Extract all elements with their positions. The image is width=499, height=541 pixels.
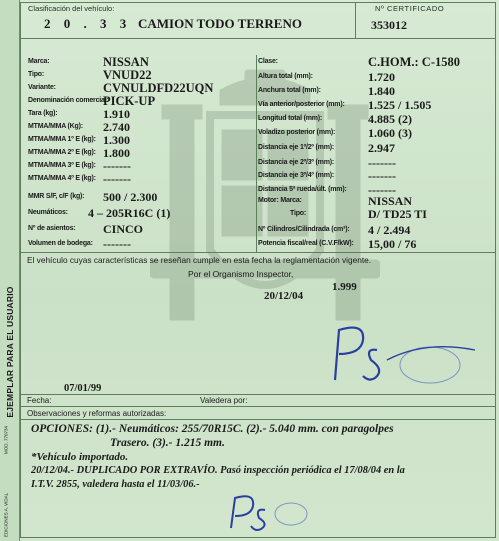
observation-line: Trasero. (3).- 1.215 mm. xyxy=(110,437,225,449)
spec-label: Altura total (mm): xyxy=(258,73,313,80)
spec-label: Denominación comercial: xyxy=(28,97,109,104)
side-strip xyxy=(0,0,20,541)
spec-value: 1.060 (3) xyxy=(368,126,412,140)
spec-label: Nº Cilindros/Cilindrada (cm³): xyxy=(258,226,350,233)
spec-label: Distancia 5ª rueda/últ. (mm): xyxy=(258,186,347,193)
column-divider xyxy=(256,55,257,252)
spec-label: Tara (kg): xyxy=(28,110,58,117)
spec-label: Clase: xyxy=(258,58,278,65)
observation-signature xyxy=(225,492,315,532)
spec-value: 1.840 xyxy=(368,84,395,98)
spec-label: MTMA/MMA 1º E (kg): xyxy=(28,136,96,143)
spec-value: ------- xyxy=(368,183,396,197)
inspector-date: 20/12/04 xyxy=(264,290,304,302)
spec-value: ------- xyxy=(368,169,396,183)
vehicle-inspection-card: EJEMPLAR PARA EL USUARIO MOD. 770734 EDICIONES A. VIDAL Clasificación del vehículo: Nº CERTIFICADO 2 0 . 3 3 CAMION TODO TERRENO 353012 Marca: NISSAN Tipo: VNUD22 Variante: CVNULDFD22UQN Denominación comercial: PICK-UP Tara (kg): 1.910 MTMA/MMA (Kg): 2.740 MTMA/MMA 1º E (kg): 1.300 MTMA/MMA 2º E (kg): 1.800 MTMA/MMA 3º E (kg): ------- MTMA/MMA 4º E (kg): ------- MMR S/F, c/F (kg): 500 / 2.300 Neumáticos: 4 – 205R16C (1) Nº de asientos: CINCO Volumen de bodega: ------- Clase: C.HOM.: C-1580 Altura total (mm): 1.720 Anchura total (mm): 1.840 Vía anterior/posterior (mm): 1.525 / 1.505 Longitud total (mm): 4.885 (2) Voladizo posterior (mm): 1.060 (3) Distancia eje 1º/2º (mm): 2.947 Distancia eje 2º/3º (mm): ------- Distancia eje 3º/4º (mm): ------- Distancia 5ª rueda/últ. (mm): ------- Motor: Marca: NISSAN Tipo: D/ TD25 TI Nº Cilindros/Cilindrada (cm³): 4 / 2.494 Potencia fiscal/real (C.V.F/kW): 15,00 / 76 El vehículo cuyas características se reseñan cumple en esta fecha la reglamentación vigente. Por el Organismo Inspector, 1.999 20/12/04 07/01/99 Fecha: Valedera por: Observaciones y reformas autorizadas: OPCIONES: (1).- Neumáticos: 255/70R15C. (2).- 5.040 mm. con paragolpes Trasero. (3).- 1.215 mm. *Vehículo importado. 20/12/04.- DUPLICADO POR EXTRAVÍO. Pasó inspección periódica el 17/08/04 en la I.T.V. 2855, valedera hasta el 11/03/06.- xyxy=(0,0,499,541)
header-rule xyxy=(20,38,496,39)
spec-label: Tipo: xyxy=(28,71,44,78)
spec-value: PICK-UP xyxy=(103,94,156,108)
spec-value: ------- xyxy=(368,156,396,170)
classification-number: 2 0 . 3 3 xyxy=(44,16,132,31)
spec-value: ------- xyxy=(103,172,131,186)
spec-label: Nº de asientos: xyxy=(28,225,76,232)
spec-label: Neumáticos: xyxy=(28,209,68,216)
inspector-label: Por el Organismo Inspector, xyxy=(188,269,294,279)
observation-line: I.T.V. 2855, valedera hasta el 11/03/06.- xyxy=(31,479,200,490)
spec-value: NISSAN xyxy=(368,194,413,208)
spec-label: Anchura total (mm): xyxy=(258,87,321,94)
spec-value: 1.800 xyxy=(103,146,130,160)
spec-value: NISSAN xyxy=(103,55,149,69)
spec-label: Distancia eje 2º/3º (mm): xyxy=(258,159,334,166)
compliance-statement: El vehículo cuyas características se reseñan cumple en esta fecha la reglamentación vigente. xyxy=(27,255,372,265)
spec-value: 2.947 xyxy=(368,141,395,155)
observation-line: *Vehículo importado. xyxy=(31,451,129,463)
observation-line: 20/12/04.- DUPLICADO POR EXTRAVÍO. Pasó inspección periódica el 17/08/04 en la xyxy=(31,465,405,476)
valedera-label: Valedera por: xyxy=(200,396,248,405)
spec-value: CINCO xyxy=(103,222,144,236)
spec-value: 4.885 (2) xyxy=(368,112,412,126)
observations-title-rule xyxy=(20,419,496,420)
observations-top-rule xyxy=(20,406,496,407)
spec-label: MTMA/MMA 4º E (kg): xyxy=(28,175,96,182)
certificate-number: 353012 xyxy=(371,18,407,32)
spec-value: 4 – 205R16C (1) xyxy=(88,206,171,220)
spec-label: MTMA/MMA 2º E (kg): xyxy=(28,149,96,156)
spec-label: Tipo: xyxy=(290,210,306,217)
spec-value: 1.300 xyxy=(103,133,130,147)
fecha-date: 07/01/99 xyxy=(64,383,102,394)
spec-value: 1.910 xyxy=(103,107,130,121)
spec-value: 1.525 / 1.505 xyxy=(368,98,432,112)
spec-label: Longitud total (mm): xyxy=(258,115,323,122)
fecha-rule xyxy=(20,394,496,395)
inspector-signature xyxy=(325,320,485,390)
spec-label: MTMA/MMA (Kg): xyxy=(28,123,83,130)
spec-value: 1.720 xyxy=(368,70,395,84)
spec-label: Motor: Marca: xyxy=(258,197,302,204)
spec-value: 2.740 xyxy=(103,120,130,134)
spec-label: Volumen de bodega: xyxy=(28,240,93,247)
classification-label: Clasificación del vehículo: xyxy=(28,4,115,13)
spec-label: Variante: xyxy=(28,84,56,91)
spec-value: ------- xyxy=(103,159,131,173)
spec-value: 500 / 2.300 xyxy=(103,190,158,204)
header-divider xyxy=(355,2,356,38)
spec-label: MMR S/F, c/F (kg): xyxy=(28,193,85,200)
certificate-label: Nº CERTIFICADO xyxy=(375,4,445,13)
observation-line: OPCIONES: (1).- Neumáticos: 255/70R15C. (2).- 5.040 mm. con paragolpes xyxy=(31,423,394,435)
spec-label: Distancia eje 1º/2º (mm): xyxy=(258,144,334,151)
observations-title: Observaciones y reformas autorizadas: xyxy=(27,409,167,418)
fecha-label: Fecha: xyxy=(27,396,52,405)
spec-value: D/ TD25 TI xyxy=(368,207,427,221)
spec-label: MTMA/MMA 3º E (kg): xyxy=(28,162,96,169)
stamp-year: 1.999 xyxy=(332,281,357,293)
classification-name: CAMION TODO TERRENO xyxy=(138,16,302,31)
spec-value: CVNULDFD22UQN xyxy=(103,81,214,95)
spec-label: Voladizo posterior (mm): xyxy=(258,129,336,136)
spec-label: Marca: xyxy=(28,58,50,65)
spec-label: Distancia eje 3º/4º (mm): xyxy=(258,172,334,179)
spec-label: Vía anterior/posterior (mm): xyxy=(258,101,345,108)
spec-value: 4 / 2.494 xyxy=(368,223,411,237)
spec-label: Potencia fiscal/real (C.V.F/kW): xyxy=(258,240,354,247)
spec-value: 15,00 / 76 xyxy=(368,237,417,251)
spec-value: VNUD22 xyxy=(103,68,152,82)
spec-value: ------- xyxy=(103,237,131,251)
spec-value: C.HOM.: C-1580 xyxy=(368,55,460,69)
specs-bottom-rule xyxy=(20,252,496,253)
